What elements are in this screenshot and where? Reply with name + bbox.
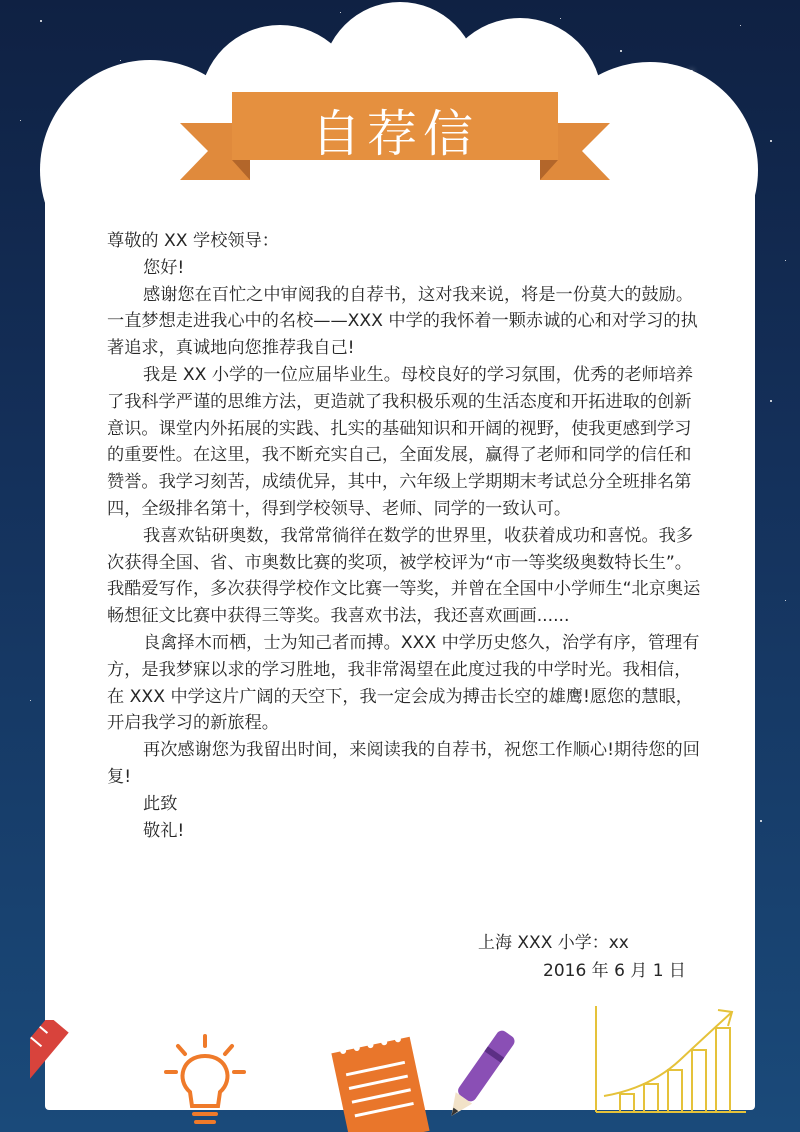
page-title: 自荐信 xyxy=(311,105,479,163)
lightbulb-icon xyxy=(160,1032,250,1132)
paragraph: 感谢您在百忙之中审阅我的自荐书，这对我来说，将是一份莫大的鼓励。一直梦想走进我心中的名校——XXX 中学的我怀着一颗赤诚的心和对学习的执著追求，真诚地向您推荐我自己! xyxy=(107,284,698,359)
greeting: 您好! xyxy=(143,257,185,278)
paragraph: 良禽择木而栖，士为知己者而搏。XXX 中学历史悠久，治学有序，管理有方，是我梦寐以求的学习胜地，我非常渴望在此度过我的中学时光。我相信，在 XXX 中学这片广阔的天空下，我一定会成为搏击长空的雄鹰!愿您的慧眼，开启我学习的新旅程。 xyxy=(107,632,700,734)
ruler-icon xyxy=(30,1020,140,1132)
paragraph: 再次感谢您为我留出时间，来阅读我的自荐书，祝您工作顺心!期待您的回复! xyxy=(107,740,700,787)
pen-icon xyxy=(440,1025,520,1132)
signature: 上海 XXX 小学：xx xyxy=(478,933,629,953)
closing-line: 此致 xyxy=(143,793,178,814)
growth-chart-icon xyxy=(590,1000,750,1120)
salutation: 尊敬的 XX 学校领导： xyxy=(107,231,279,251)
closing-salute: 敬礼! xyxy=(143,820,185,841)
paragraph: 我喜欢钻研奥数，我常常徜徉在数学的世界里，收获着成功和喜悦。我多次获得全国、省、市奥数比赛的奖项，被学校评为“市一等奖级奥数特长生”。我酷爱写作，多次获得学校作文比赛一等奖，并曾在全国中小学师生“北京奥运畅想征文比赛中获得三等奖。我喜欢书法，我还喜欢画画...... xyxy=(107,525,701,627)
date: 2016 年 6 月 1 日 xyxy=(543,961,686,981)
paragraph: 我是 XX 小学的一位应届毕业生。母校良好的学习氛围，优秀的老师培养了我科学严谨的思维方法，更造就了我积极乐观的生活态度和开拓进取的创新意识。课堂内外拓展的实践、扎实的基础知识和开阔的视野，使我更感到学习的重要性。在这里，我不断充实自己，全面发展，赢得了老师和同学的信任和赞誉。我学习刻苦，成绩优异，其中，六年级上学期期末考试总分全班排名第四，全级排名第十，得到学校领导、老师、同学的一致认可。 xyxy=(107,364,694,519)
notepad-icon xyxy=(325,1030,435,1132)
letter-body xyxy=(107,228,707,844)
